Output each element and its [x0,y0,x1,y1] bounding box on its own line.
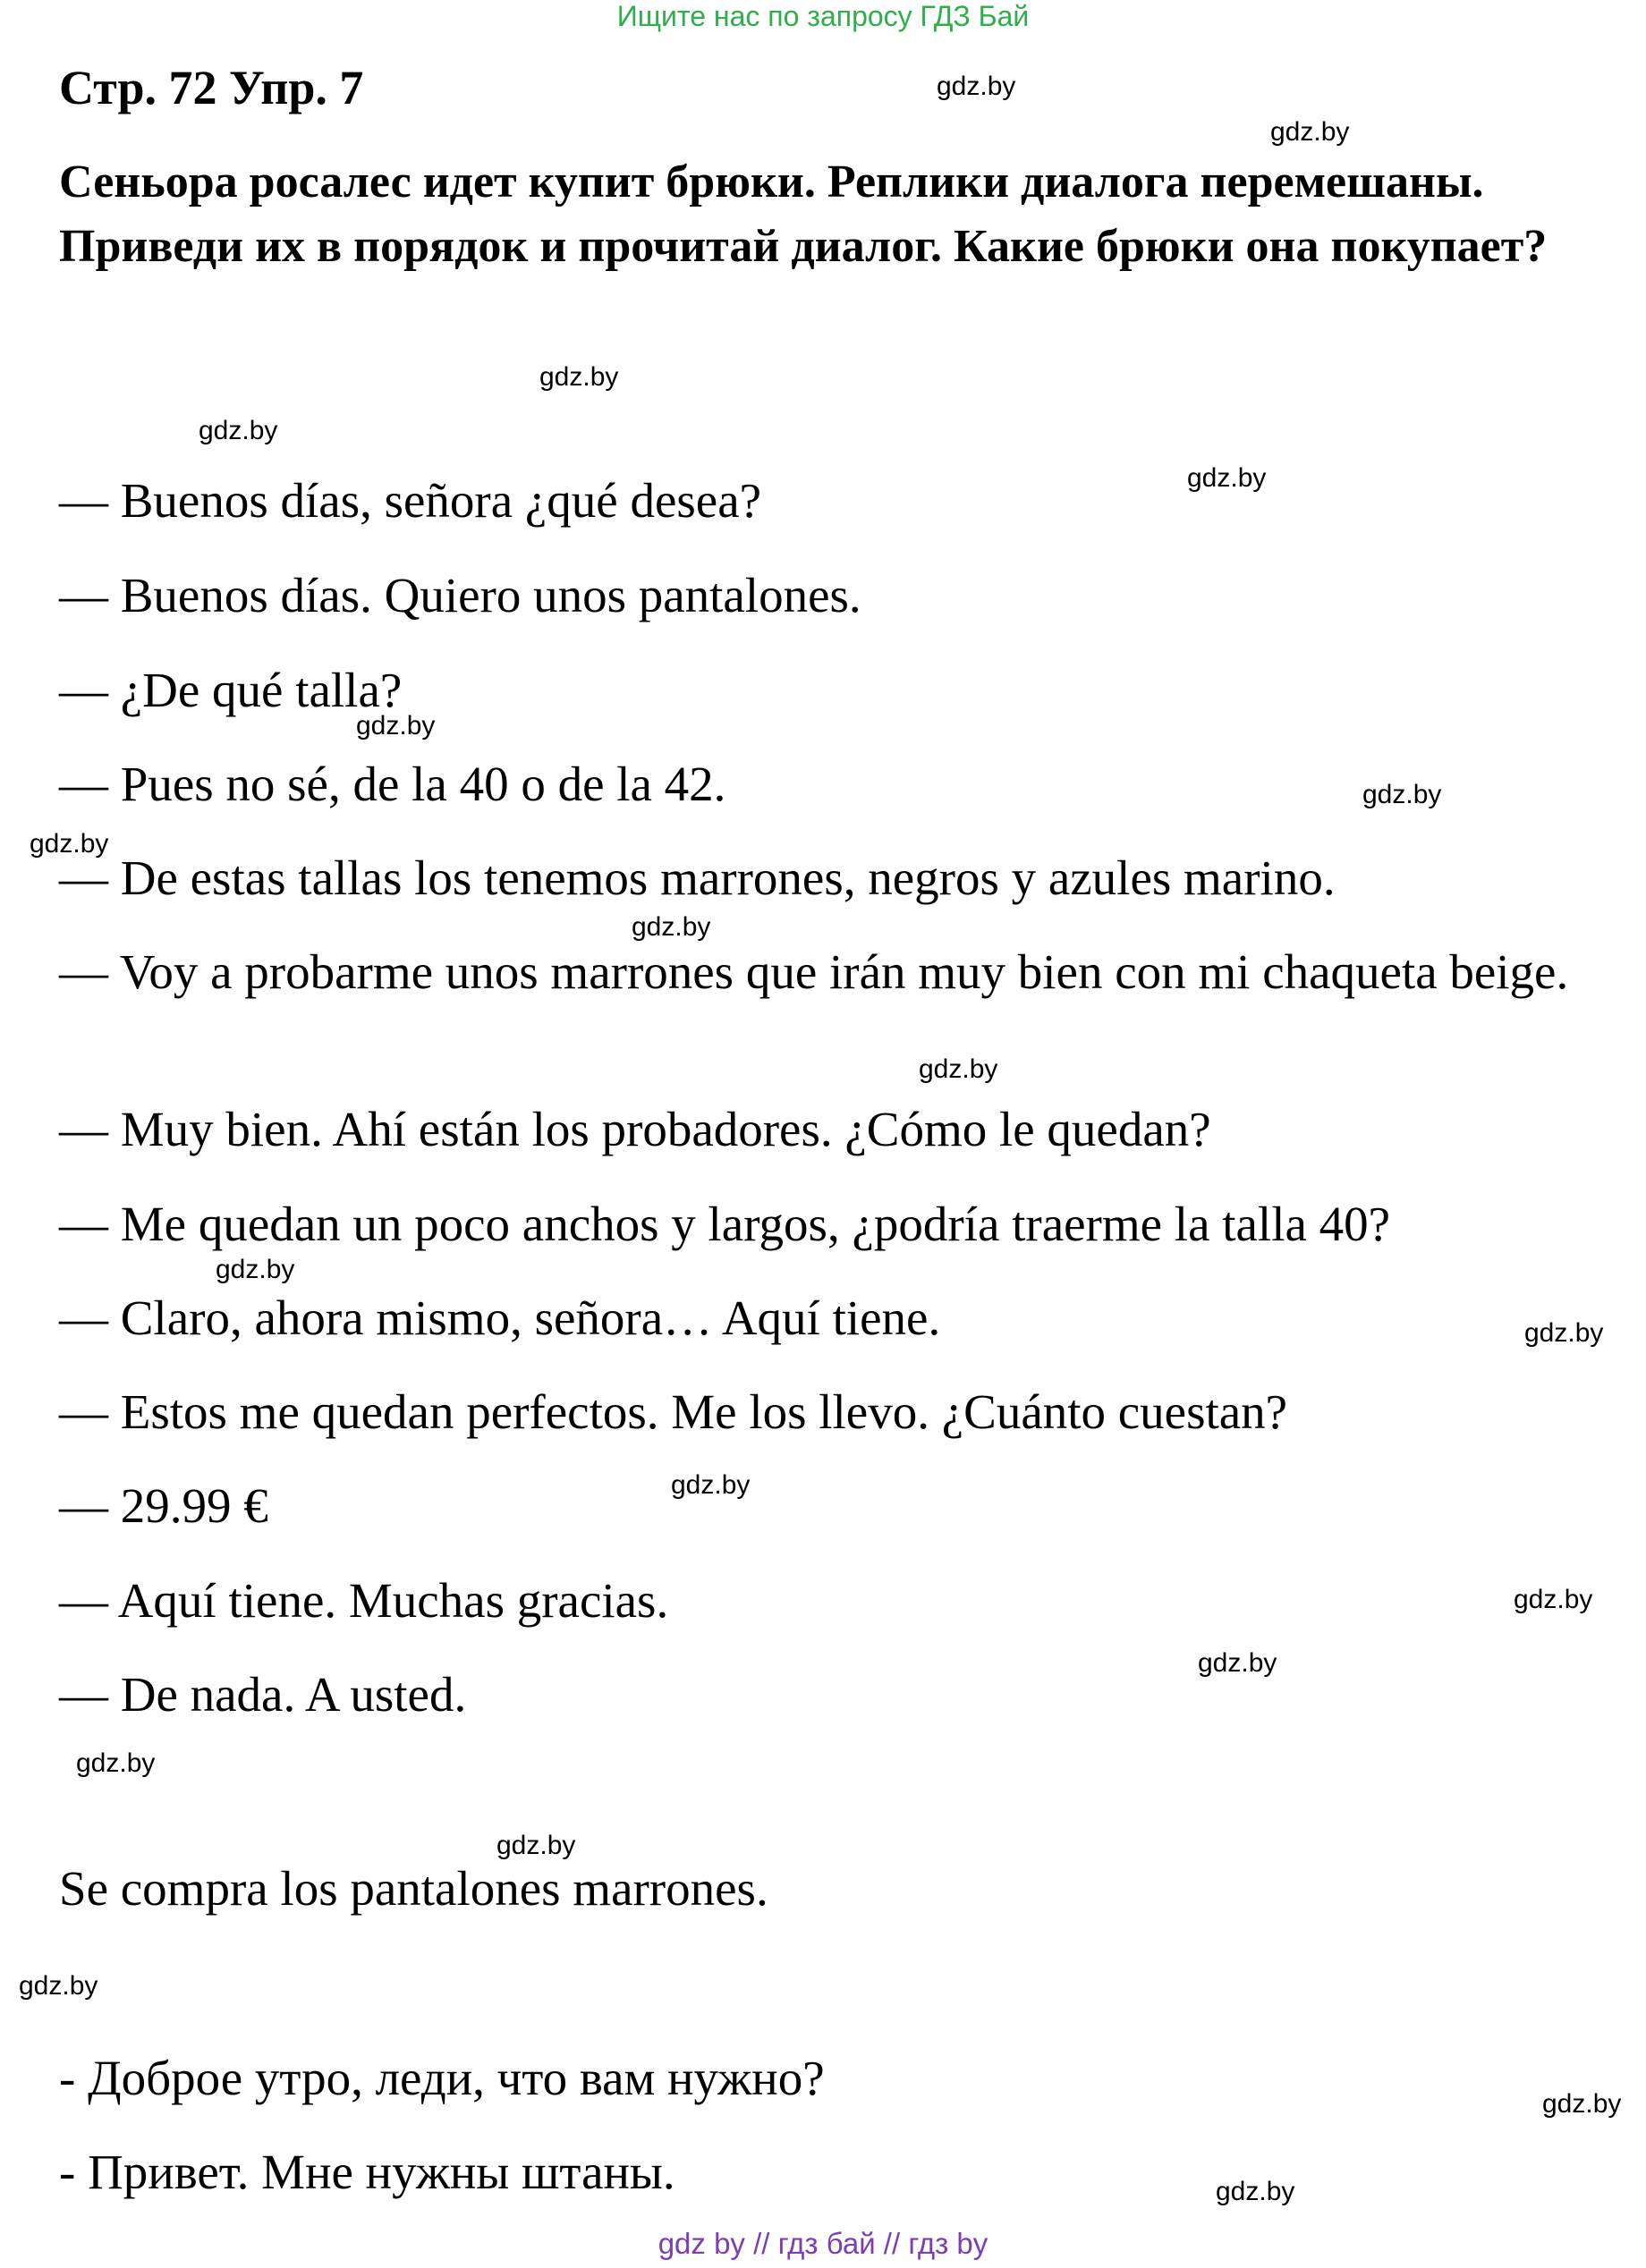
dialogue-line-3: — ¿De qué talla? [59,663,403,717]
footer-links: gdz by // гдз бай // гдз by [658,2227,988,2260]
watermark: gdz.by [1524,1318,1604,1348]
page-heading: Стр. 72 Упр. 7 [59,61,364,114]
watermark: gdz.by [671,1470,751,1500]
task-text: Сеньора росалес идет купит брюки. Реплики диалога перемешаны. Приведи их в порядок и прочитай диалог. Какие брюки она покупает? [59,157,1548,272]
translation-line-1: - Доброе утро, леди, что вам нужно? [59,2051,825,2105]
watermark: gdz.by [1187,463,1267,493]
watermark: gdz.by [919,1054,998,1084]
dialogue-line-5: — De estas tallas los tenemos marrones, negros y azules marino. [59,850,1336,905]
dialogue-line-4: — Pues no sé, de la 40 o de la 42. [59,757,726,811]
watermark: gdz.by [19,1971,98,2001]
watermark: gdz.by [216,1255,295,1284]
watermark: gdz.by [356,711,436,740]
top-banner: Ищите нас по запросу ГДЗ Бай [616,0,1030,32]
dialogue-line-9: — Claro, ahora mismo, señora… Aquí tiene. [59,1291,941,1345]
watermark: gdz.by [632,912,711,942]
dialogue-line-10: — Estos me quedan perfectos. Me los llevo. ¿Cuánto cuestan? [59,1384,1288,1439]
watermark: gdz.by [76,1748,156,1778]
answer-text: Se compra los pantalones marrones. [59,1861,768,1916]
watermark: gdz.by [496,1831,576,1860]
watermark: gdz.by [1216,2177,1295,2206]
translation-line-2: - Привет. Мне нужны штаны. [59,2145,675,2199]
watermark: gdz.by [199,416,278,445]
dialogue-line-11: — 29.99 € [59,1478,268,1533]
dialogue-line-13: — De nada. A usted. [59,1667,467,1722]
watermark: gdz.by [30,829,109,859]
watermark: gdz.by [1198,1648,1277,1678]
watermark: gdz.by [1542,2089,1622,2119]
dialogue-line-7: — Muy bien. Ahí están los probadores. ¿Cómo le quedan? [59,1102,1211,1156]
watermark: gdz.by [1514,1585,1593,1614]
dialogue-line-1: — Buenos días, señora ¿qué desea? [59,473,762,528]
watermark: gdz.by [1270,117,1350,147]
watermark: gdz.by [539,362,619,392]
dialogue-line-8: — Me quedan un poco anchos y largos, ¿podría traerme la talla 40? [59,1197,1391,1251]
dialogue-line-2: — Buenos días. Quiero unos pantalones. [59,568,861,622]
dialogue-line-6: — Voy a probarme unos marrones que irán muy bien con mi chaqueta beige. [59,944,1569,999]
watermark: gdz.by [1362,780,1442,809]
dialogue-line-12: — Aquí tiene. Muchas gracias. [59,1573,669,1628]
watermark: gdz.by [937,72,1016,101]
